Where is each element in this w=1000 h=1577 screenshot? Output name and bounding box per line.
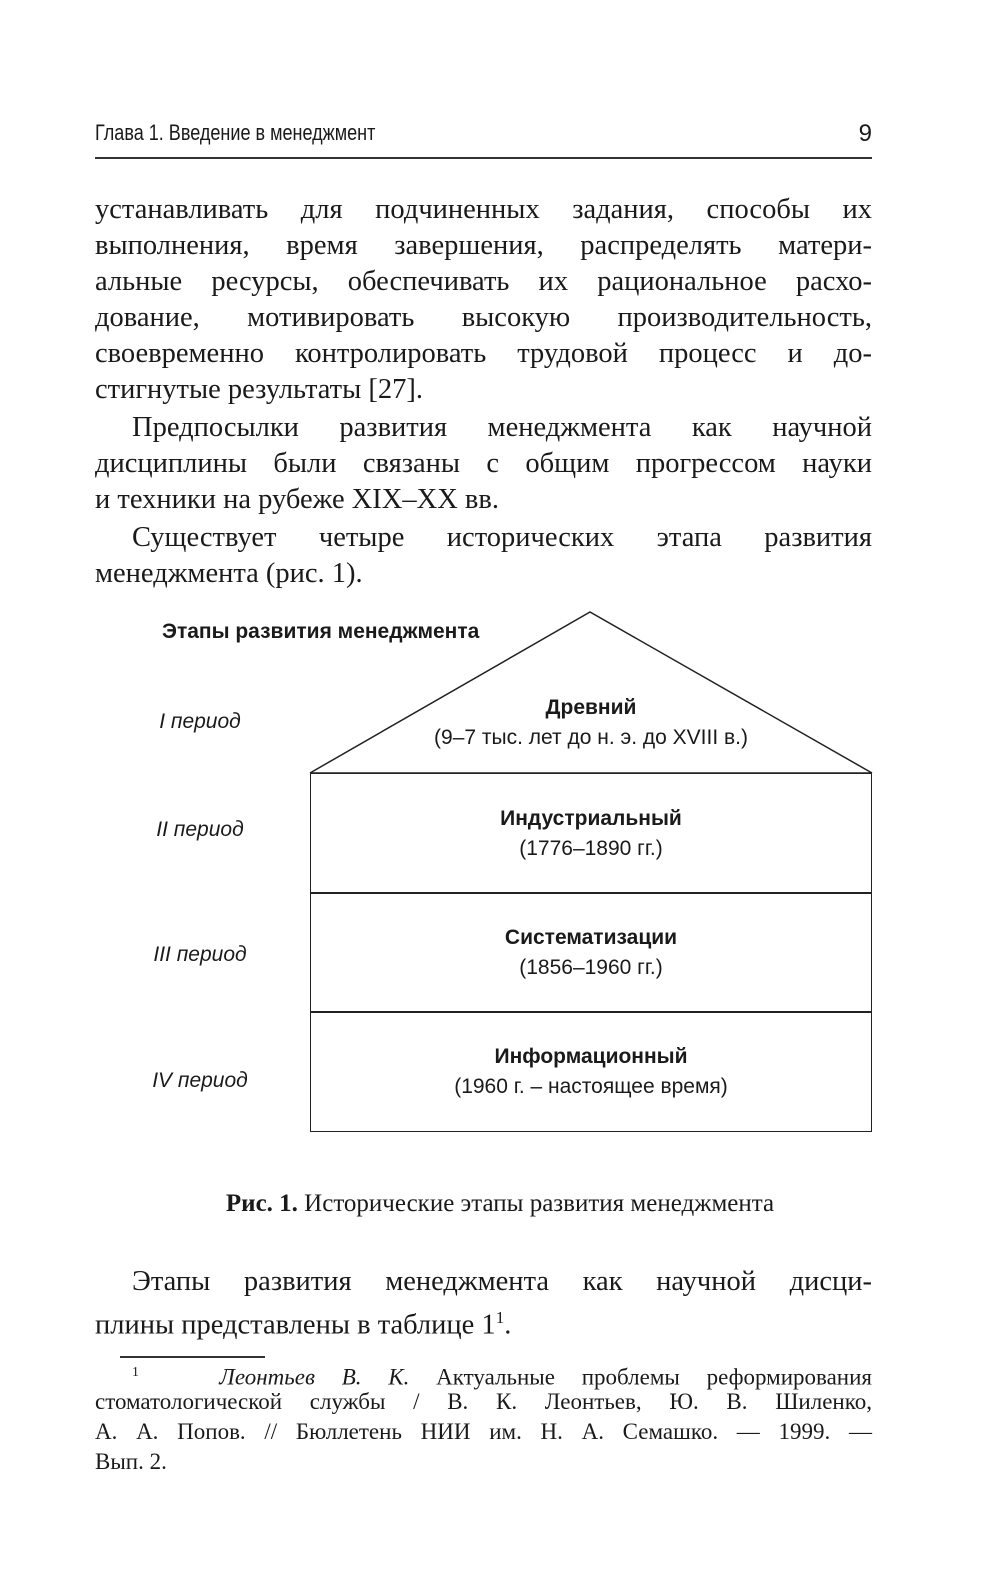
text-line: выполнения, время завершения, распределять матери- xyxy=(95,230,872,261)
text-line: Предпосылки развития менеджмента как научной xyxy=(132,412,872,443)
caption-text: Исторические этапы развития менеджмента xyxy=(297,1190,775,1217)
stage-name: Информационный xyxy=(494,1044,688,1068)
period-label: II период xyxy=(156,818,244,841)
footnote-author: Леонтьев В. К. xyxy=(219,1364,410,1390)
text-span: Актуальные проблемы реформирования xyxy=(409,1364,873,1390)
text-line: устанавливать для подчиненных задания, способы их xyxy=(95,194,872,225)
text-line: и техники на рубеже XIX–XX вв. xyxy=(95,484,499,515)
footnote-line: Вып. 2. xyxy=(95,1449,167,1474)
text-line: Этапы развития менеджмента как научной дисци- xyxy=(132,1266,872,1297)
figure-caption xyxy=(0,1190,1000,1218)
footnote-line: А. А. Попов. // Бюллетень НИИ им. Н. А. Семашко. — 1999. — xyxy=(95,1419,872,1444)
footnote-line: стоматологической службы / В. К. Леонтьев, Ю. В. Шиленко, xyxy=(95,1389,872,1414)
stage-name: Древний xyxy=(545,696,637,719)
stage-industrial xyxy=(310,773,872,894)
text-span: . xyxy=(504,1309,512,1341)
stage-dates: (1776–1890 гг.) xyxy=(519,836,663,860)
period-label: IV период xyxy=(152,1069,248,1092)
text-line: дисциплины были связаны с общим прогрессом науки xyxy=(95,448,872,479)
text-line: Существует четыре исторических этапа развития xyxy=(132,522,872,553)
stage-information xyxy=(310,1011,872,1132)
caption-label: Рис. 1. xyxy=(225,1190,298,1217)
stage-name: Систематизации xyxy=(504,925,678,949)
footnote-ref[interactable]: 1 xyxy=(495,1308,505,1327)
footnote-mark: 1 xyxy=(132,1364,139,1379)
text-line: дование, мотивировать высокую производительность, xyxy=(95,302,872,333)
diagram-title: Этапы развития менеджмента xyxy=(162,620,480,643)
stage-dates: (1856–1960 гг.) xyxy=(519,955,663,979)
text-line: стигнутые результаты [27]. xyxy=(95,374,424,405)
stage-dates: (9–7 тыс. лет до н. э. до XVIII в.) xyxy=(434,726,748,749)
stage-systematization xyxy=(310,892,872,1013)
text-line: альные ресурсы, обеспечивать их рациональное расхо- xyxy=(95,266,872,297)
stage-name: Индустриальный xyxy=(500,806,682,830)
page-number: 9 xyxy=(858,120,872,147)
period-label: III период xyxy=(153,943,247,966)
text-line: менеджмента (рис. 1). xyxy=(95,558,363,589)
text-line: своевременно контролировать трудовой процесс и до- xyxy=(95,338,872,369)
running-header: Глава 1. Введение в менеджмент xyxy=(95,120,376,145)
text-span: плины представлены в таблице 1 xyxy=(95,1309,496,1341)
stage-ancient xyxy=(310,693,872,753)
stage-dates: (1960 г. – настоящее время) xyxy=(454,1074,728,1098)
period-label: I период xyxy=(159,710,241,733)
text-line xyxy=(95,1300,872,1344)
